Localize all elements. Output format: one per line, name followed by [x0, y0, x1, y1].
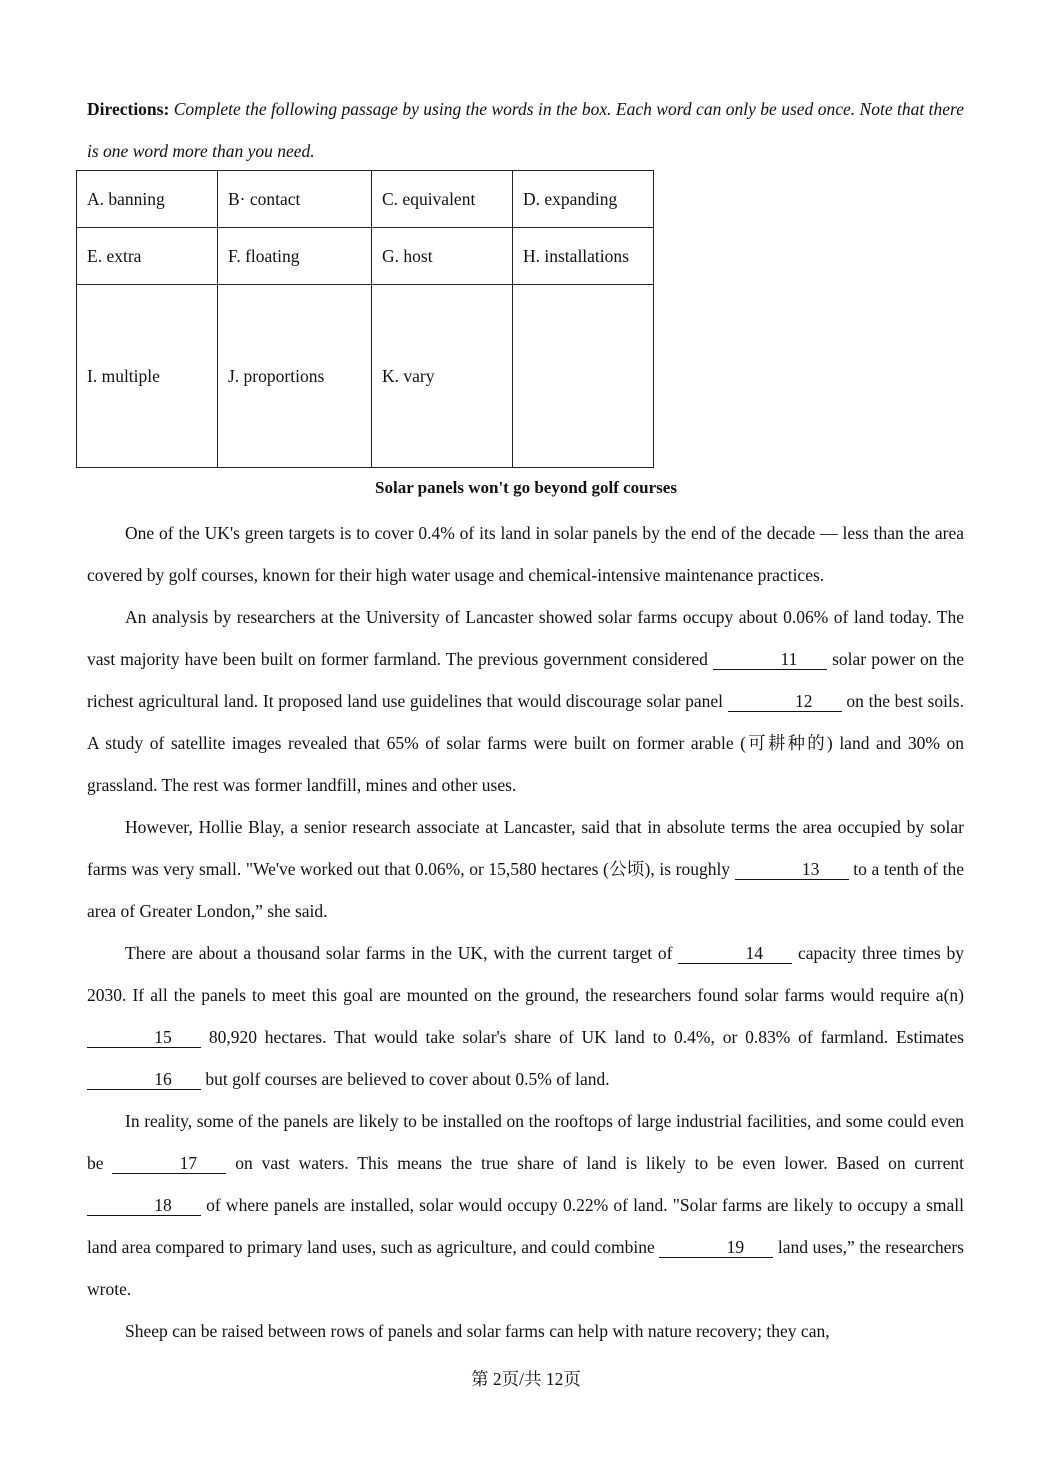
paragraph-3: However, Hollie Blay, a senior research associate at Lancaster, said that in absolute terms the area occupied by solar farms was very small. "We've worked out that 0.06%, or 15,580 hectares (公顷), is roughly 13 to a tenth of the area of Greater London,” she said.	[87, 817, 964, 921]
word-box-table	[76, 170, 654, 468]
blank-11[interactable]: 11	[713, 649, 827, 670]
word-box-cell: B· contact	[218, 171, 372, 228]
word-box-cell: H. installations	[513, 228, 654, 285]
paragraph-1: One of the UK's green targets is to cover 0.4% of its land in solar panels by the end of the decade — less than the area covered by golf courses, known for their high water usage and chemical-intensive maintenance practices.	[87, 523, 964, 585]
blank-16[interactable]: 16	[87, 1069, 201, 1090]
directions-text: Complete the following passage by using the words in the box. Each word can only be used once. Note that there is one word more than you need.	[87, 99, 964, 161]
word-box-cell: K. vary	[372, 285, 513, 468]
blank-19[interactable]: 19	[659, 1237, 773, 1258]
paragraph-5: In reality, some of the panels are likely to be installed on the rooftops of large industrial facilities, and some could even be 17 on vast waters. This means the true share of land is likely to be even lower. Based on current 18 of where panels are installed, solar would occupy 0.22% of land. "Solar farms are likely to occupy a small land area compared to primary land uses, such as agriculture, and could combine 19 land uses,” the researchers wrote.	[87, 1111, 964, 1299]
word-box-cell: J. proportions	[218, 285, 372, 468]
passage-body	[87, 512, 964, 1352]
passage-title: Solar panels won't go beyond golf courses	[375, 478, 677, 497]
blank-12[interactable]: 12	[728, 691, 842, 712]
word-box-cell: F. floating	[218, 228, 372, 285]
blank-13[interactable]: 13	[735, 859, 849, 880]
blank-17[interactable]: 17	[112, 1153, 226, 1174]
blank-14[interactable]: 14	[678, 943, 792, 964]
paragraph-4: There are about a thousand solar farms in the UK, with the current target of 14 capacity three times by 2030. If all the panels to meet this goal are mounted on the ground, the researchers found solar farms would require a(n) 15 80,920 hectares. That would take solar's share of UK land to 0.4%, or 0.83% of farmland. Estimates 16 but golf courses are believed to cover about 0.5% of land.	[87, 943, 964, 1089]
word-box-cell: G. host	[372, 228, 513, 285]
word-box-cell: E. extra	[77, 228, 218, 285]
paragraph-6: Sheep can be raised between rows of panels and solar farms can help with nature recovery; they can,	[125, 1321, 830, 1341]
directions-label: Directions:	[87, 99, 170, 119]
word-box-cell: I. multiple	[77, 285, 218, 468]
blank-18[interactable]: 18	[87, 1195, 201, 1216]
directions-block	[87, 88, 964, 172]
word-box-cell: A. banning	[77, 171, 218, 228]
paragraph-2: An analysis by researchers at the University of Lancaster showed solar farms occupy about 0.06% of land today. The vast majority have been built on former farmland. The previous government considered 11 solar power on the richest agricultural land. It proposed land use guidelines that would discourage solar panel 12 on the best soils. A study of satellite images revealed that 65% of solar farms were built on former arable (可耕种的) land and 30% on grassland. The rest was former landfill, mines and other uses.	[87, 607, 964, 795]
word-box-cell: D. expanding	[513, 171, 654, 228]
word-box-cell: C. equivalent	[372, 171, 513, 228]
directions	[87, 88, 964, 172]
page-footer: 第 2页/共 12页	[471, 1369, 581, 1389]
word-box-cell	[513, 285, 654, 468]
blank-15[interactable]: 15	[87, 1027, 201, 1048]
